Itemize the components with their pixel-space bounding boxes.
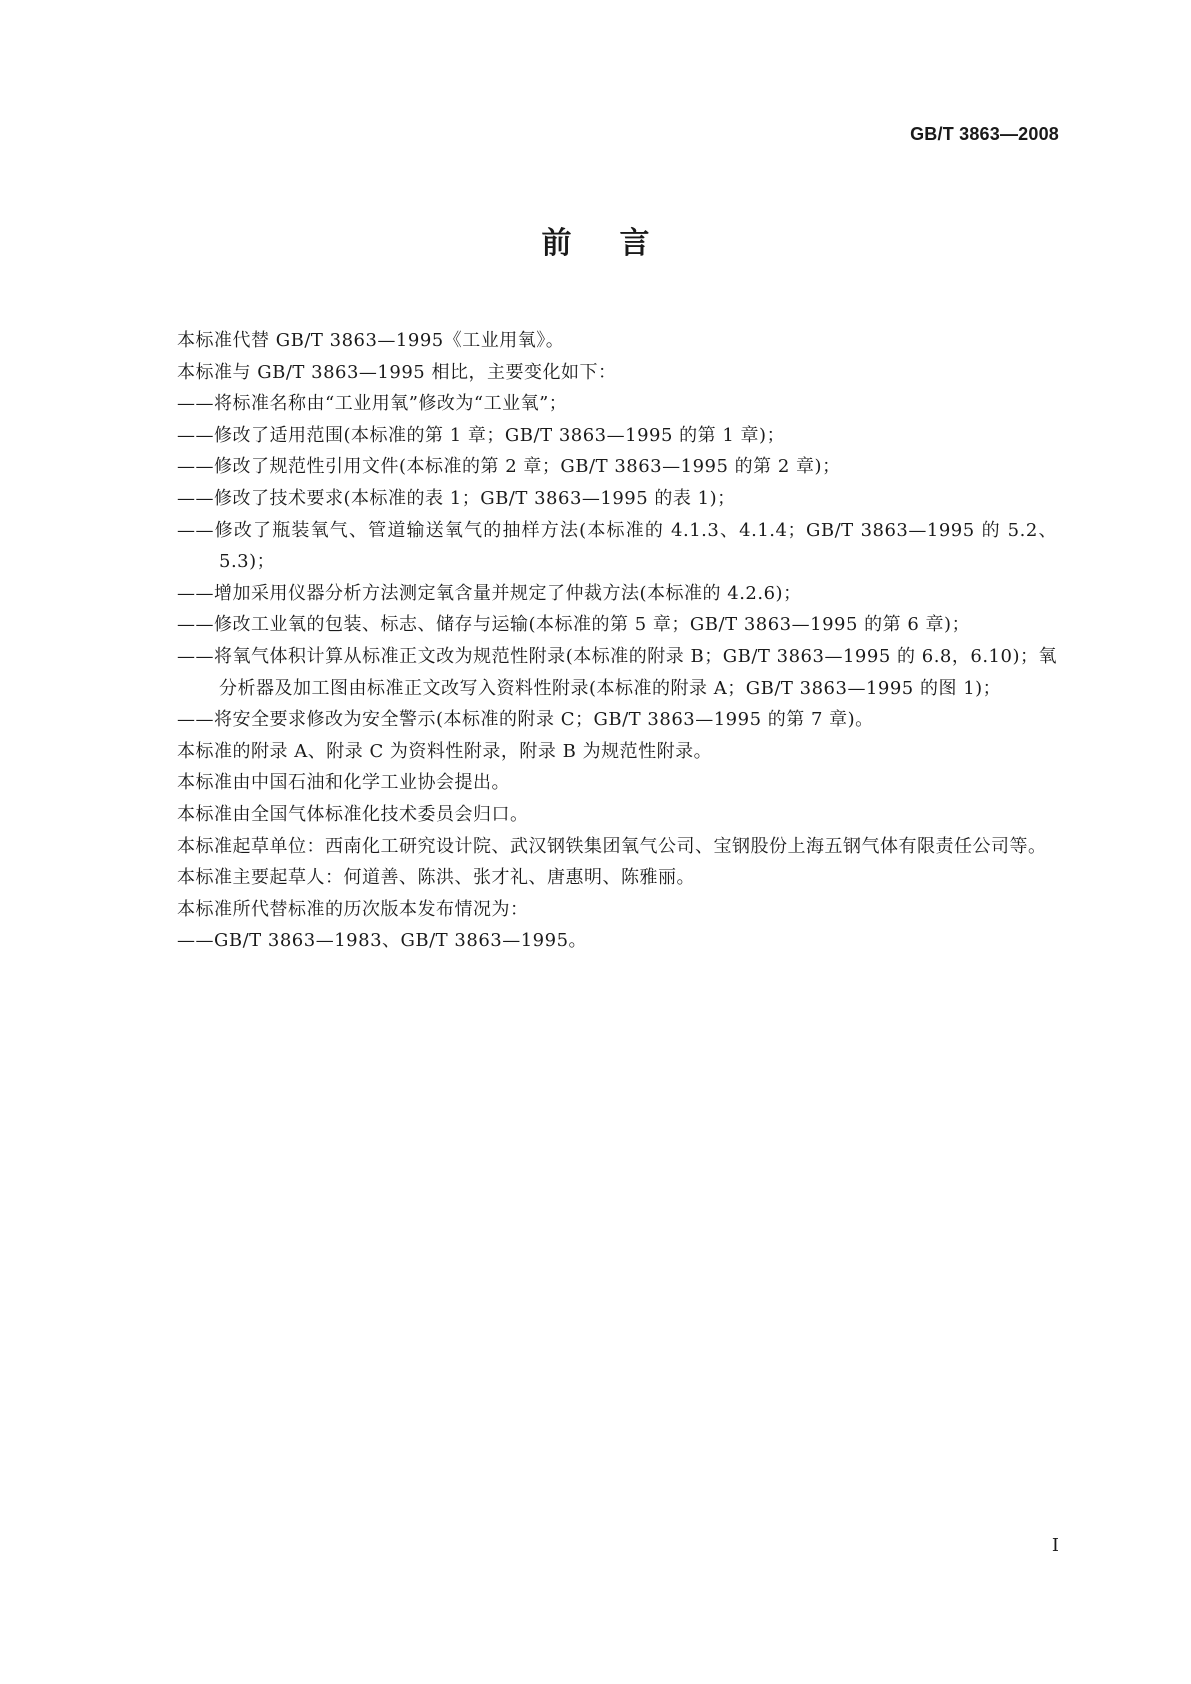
- change-item: ——修改了技术要求(本标准的表 1；GB/T 3863—1995 的表 1)；: [177, 487, 736, 509]
- paragraph-drafters: 本标准主要起草人：何道善、陈洪、张才礼、唐惠明、陈雅丽。: [177, 867, 695, 889]
- paragraph-replaces: 本标准代替 GB/T 3863—1995《工业用氧》。: [177, 330, 565, 351]
- change-item: ——修改了规范性引用文件(本标准的第 2 章；GB/T 3863—1995 的第 2 章)；: [177, 456, 841, 478]
- change-item: ——将氧气体积计算从标准正文改为规范性附录(本标准的附录 B；GB/T 3863—1995 的 6.8，6.10)；氧分析器及加工图由标准正文改写入资料性附录(本标准的附录 A；GB/T 3863—1995 的图 1)；: [177, 645, 1057, 699]
- paragraph-centralized-by: 本标准由全国气体标准化技术委员会归口。: [177, 803, 529, 825]
- change-item: ——修改了适用范围(本标准的第 1 章；GB/T 3863—1995 的第 1 章)；: [177, 424, 786, 446]
- change-item: ——增加采用仪器分析方法测定氧含量并规定了仲裁方法(本标准的 4.2.6)；: [177, 582, 802, 604]
- preface-body: [135, 325, 1057, 957]
- paragraph-history-intro: 本标准所代替标准的历次版本发布情况为：: [177, 898, 529, 920]
- change-item: ——将安全要求修改为安全警示(本标准的附录 C；GB/T 3863—1995 的第 7 章)。: [177, 709, 874, 731]
- paragraph-proposed-by: 本标准由中国石油和化学工业协会提出。: [177, 772, 510, 794]
- history-item: ——GB/T 3863—1983、GB/T 3863—1995。: [177, 930, 588, 952]
- paragraph-drafting-units: 本标准起草单位：西南化工研究设计院、武汉钢铁集团氧气公司、宝钢股份上海五钢气体有限责任公司等。: [177, 835, 1047, 857]
- paragraph-appendix: 本标准的附录 A、附录 C 为资料性附录，附录 B 为规范性附录。: [177, 740, 713, 762]
- page-title: 前言: [541, 226, 698, 261]
- change-item: ——将标准名称由“工业用氧”修改为“工业氧”；: [177, 393, 568, 415]
- paragraph-changes-intro: 本标准与 GB/T 3863—1995 相比，主要变化如下：: [177, 361, 617, 383]
- standard-number: GB/T 3863—2008: [910, 124, 1059, 144]
- change-item: ——修改工业氧的包装、标志、储存与运输(本标准的第 5 章；GB/T 3863—1995 的第 6 章)；: [177, 614, 971, 636]
- page-number: I: [1051, 1535, 1059, 1556]
- change-item: ——修改了瓶装氧气、管道输送氧气的抽样方法(本标准的 4.1.3、4.1.4；GB/T 3863—1995 的 5.2、5.3)；: [177, 519, 1057, 573]
